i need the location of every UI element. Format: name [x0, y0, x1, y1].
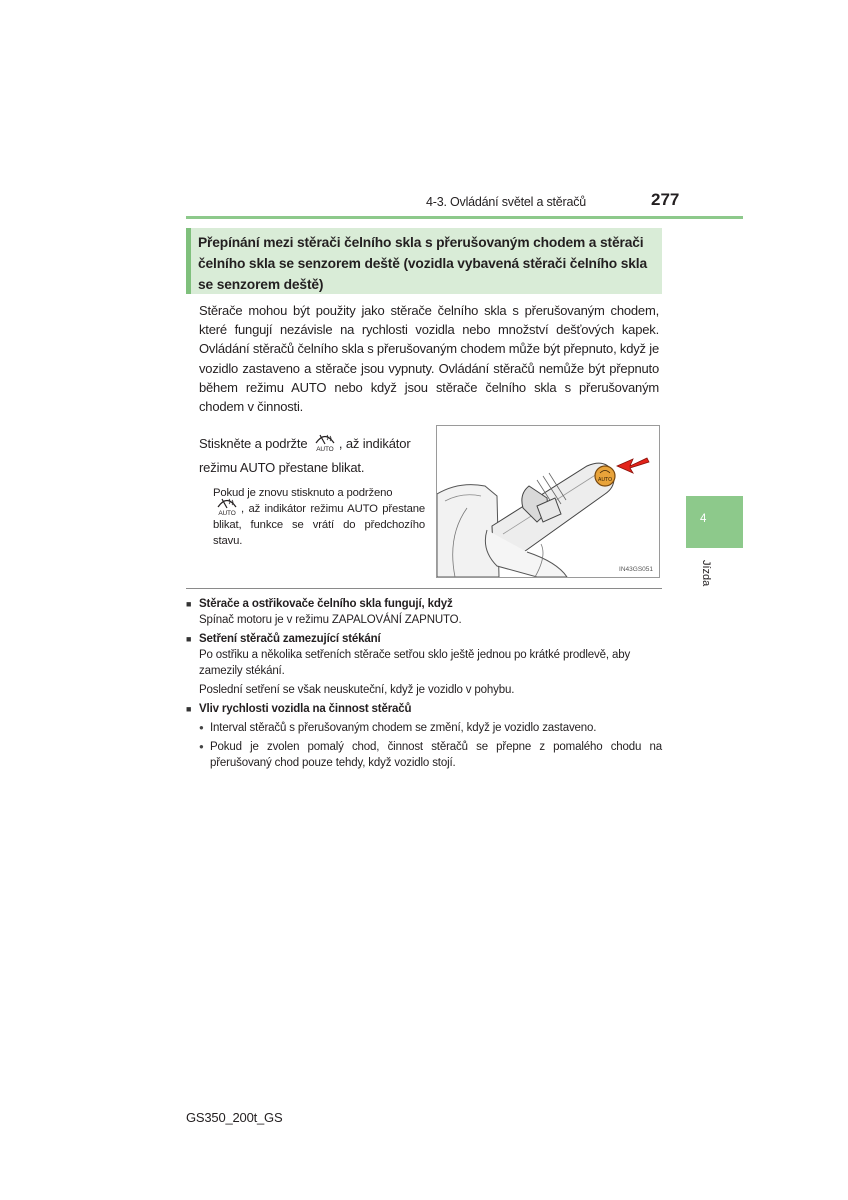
instruction — [199, 432, 425, 480]
instruction-text-end: , až indikátor režimu AUTO přestane blikat. — [199, 436, 411, 475]
note-text-end: , až indikátor režimu AUTO přestane blikat, funkce se vrátí do předchozího stavu. — [213, 503, 425, 548]
auto-button-text: AUTO — [597, 477, 613, 483]
chapter-tab — [686, 496, 743, 548]
note-text: Po ostřiku a několika setřeních stěrače setřou sklo ještě jednou po krátké prodlevě, aby zamezily stékání. — [199, 649, 631, 677]
note-text: Pokud je znovu stisknuto a podrženo — [213, 487, 393, 499]
page-number: 277 — [651, 190, 680, 209]
notes-section — [186, 596, 662, 771]
notes-divider — [186, 588, 662, 589]
instruction-note — [213, 485, 425, 549]
lever-drawing — [437, 426, 659, 577]
instruction-text: Stiskněte a podržte — [199, 436, 308, 451]
intro-paragraph: Stěrače mohou být použity jako stěrače čelního skla s přerušovaným chodem, které fungují nezávisle na rychlosti vozidla nebo množství dešťových kapek. Ovládání stěračů čelního skla s přerušovaným chodem může být přepnuto, když je vozidlo zastaveno a stěrače jsou vypnuty. Ovládání stěračů nemůže být přepnuto během režimu AUTO nebo když jsou stěrače čelního skla s přerušovaným chodem v činnosti. — [199, 303, 659, 415]
note-bullet: ● Pokud je zvolen pomalý chod, činnost stěračů se přepne z pomalého chodu na přerušovaný chod pouze tehdy, když vozidlo stojí. — [186, 739, 662, 771]
icon-label: AUTO — [218, 510, 236, 518]
pointer-arrow — [617, 458, 649, 473]
header-rule — [186, 216, 743, 219]
note-heading: ■ Stěrače a ostřikovače čelního skla fungují, když — [186, 596, 662, 612]
note-heading: ■ Vliv rychlosti vozidla na činnost stěračů — [186, 701, 662, 717]
note-text: Poslední setření se však neuskuteční, když je vozidlo v pohybu. — [199, 684, 515, 696]
chapter-label: Jízda — [700, 560, 712, 587]
wiper-auto-icon — [214, 495, 240, 517]
icon-label: AUTO — [316, 445, 334, 453]
section-heading: Přepínání mezi stěrači čelního skla s přerušovaným chodem a stěrači čelního skla se senzorem deště (vozidla vybavená stěrači čelního skla se senzorem deště) — [186, 228, 662, 294]
chapter-number: 4 — [700, 513, 707, 525]
auto-button — [595, 466, 615, 486]
note-heading: ■ Setření stěračů zamezující stékání — [186, 631, 662, 647]
figure-label: IN43GS051 — [619, 566, 653, 573]
note-bullet: ● Interval stěračů s přerušovaným chodem se změní, když je vozidlo zastaveno. — [186, 720, 662, 736]
footer-code: GS350_200t_GS — [186, 1110, 283, 1125]
note-text: Spínač motoru je v režimu ZAPALOVÁNÍ ZAPNUTO. — [199, 614, 462, 626]
section-title: 4-3. Ovládání světel a stěračů — [426, 195, 587, 209]
wiper-auto-icon — [312, 431, 338, 453]
wiper-lever-illustration — [436, 425, 660, 578]
